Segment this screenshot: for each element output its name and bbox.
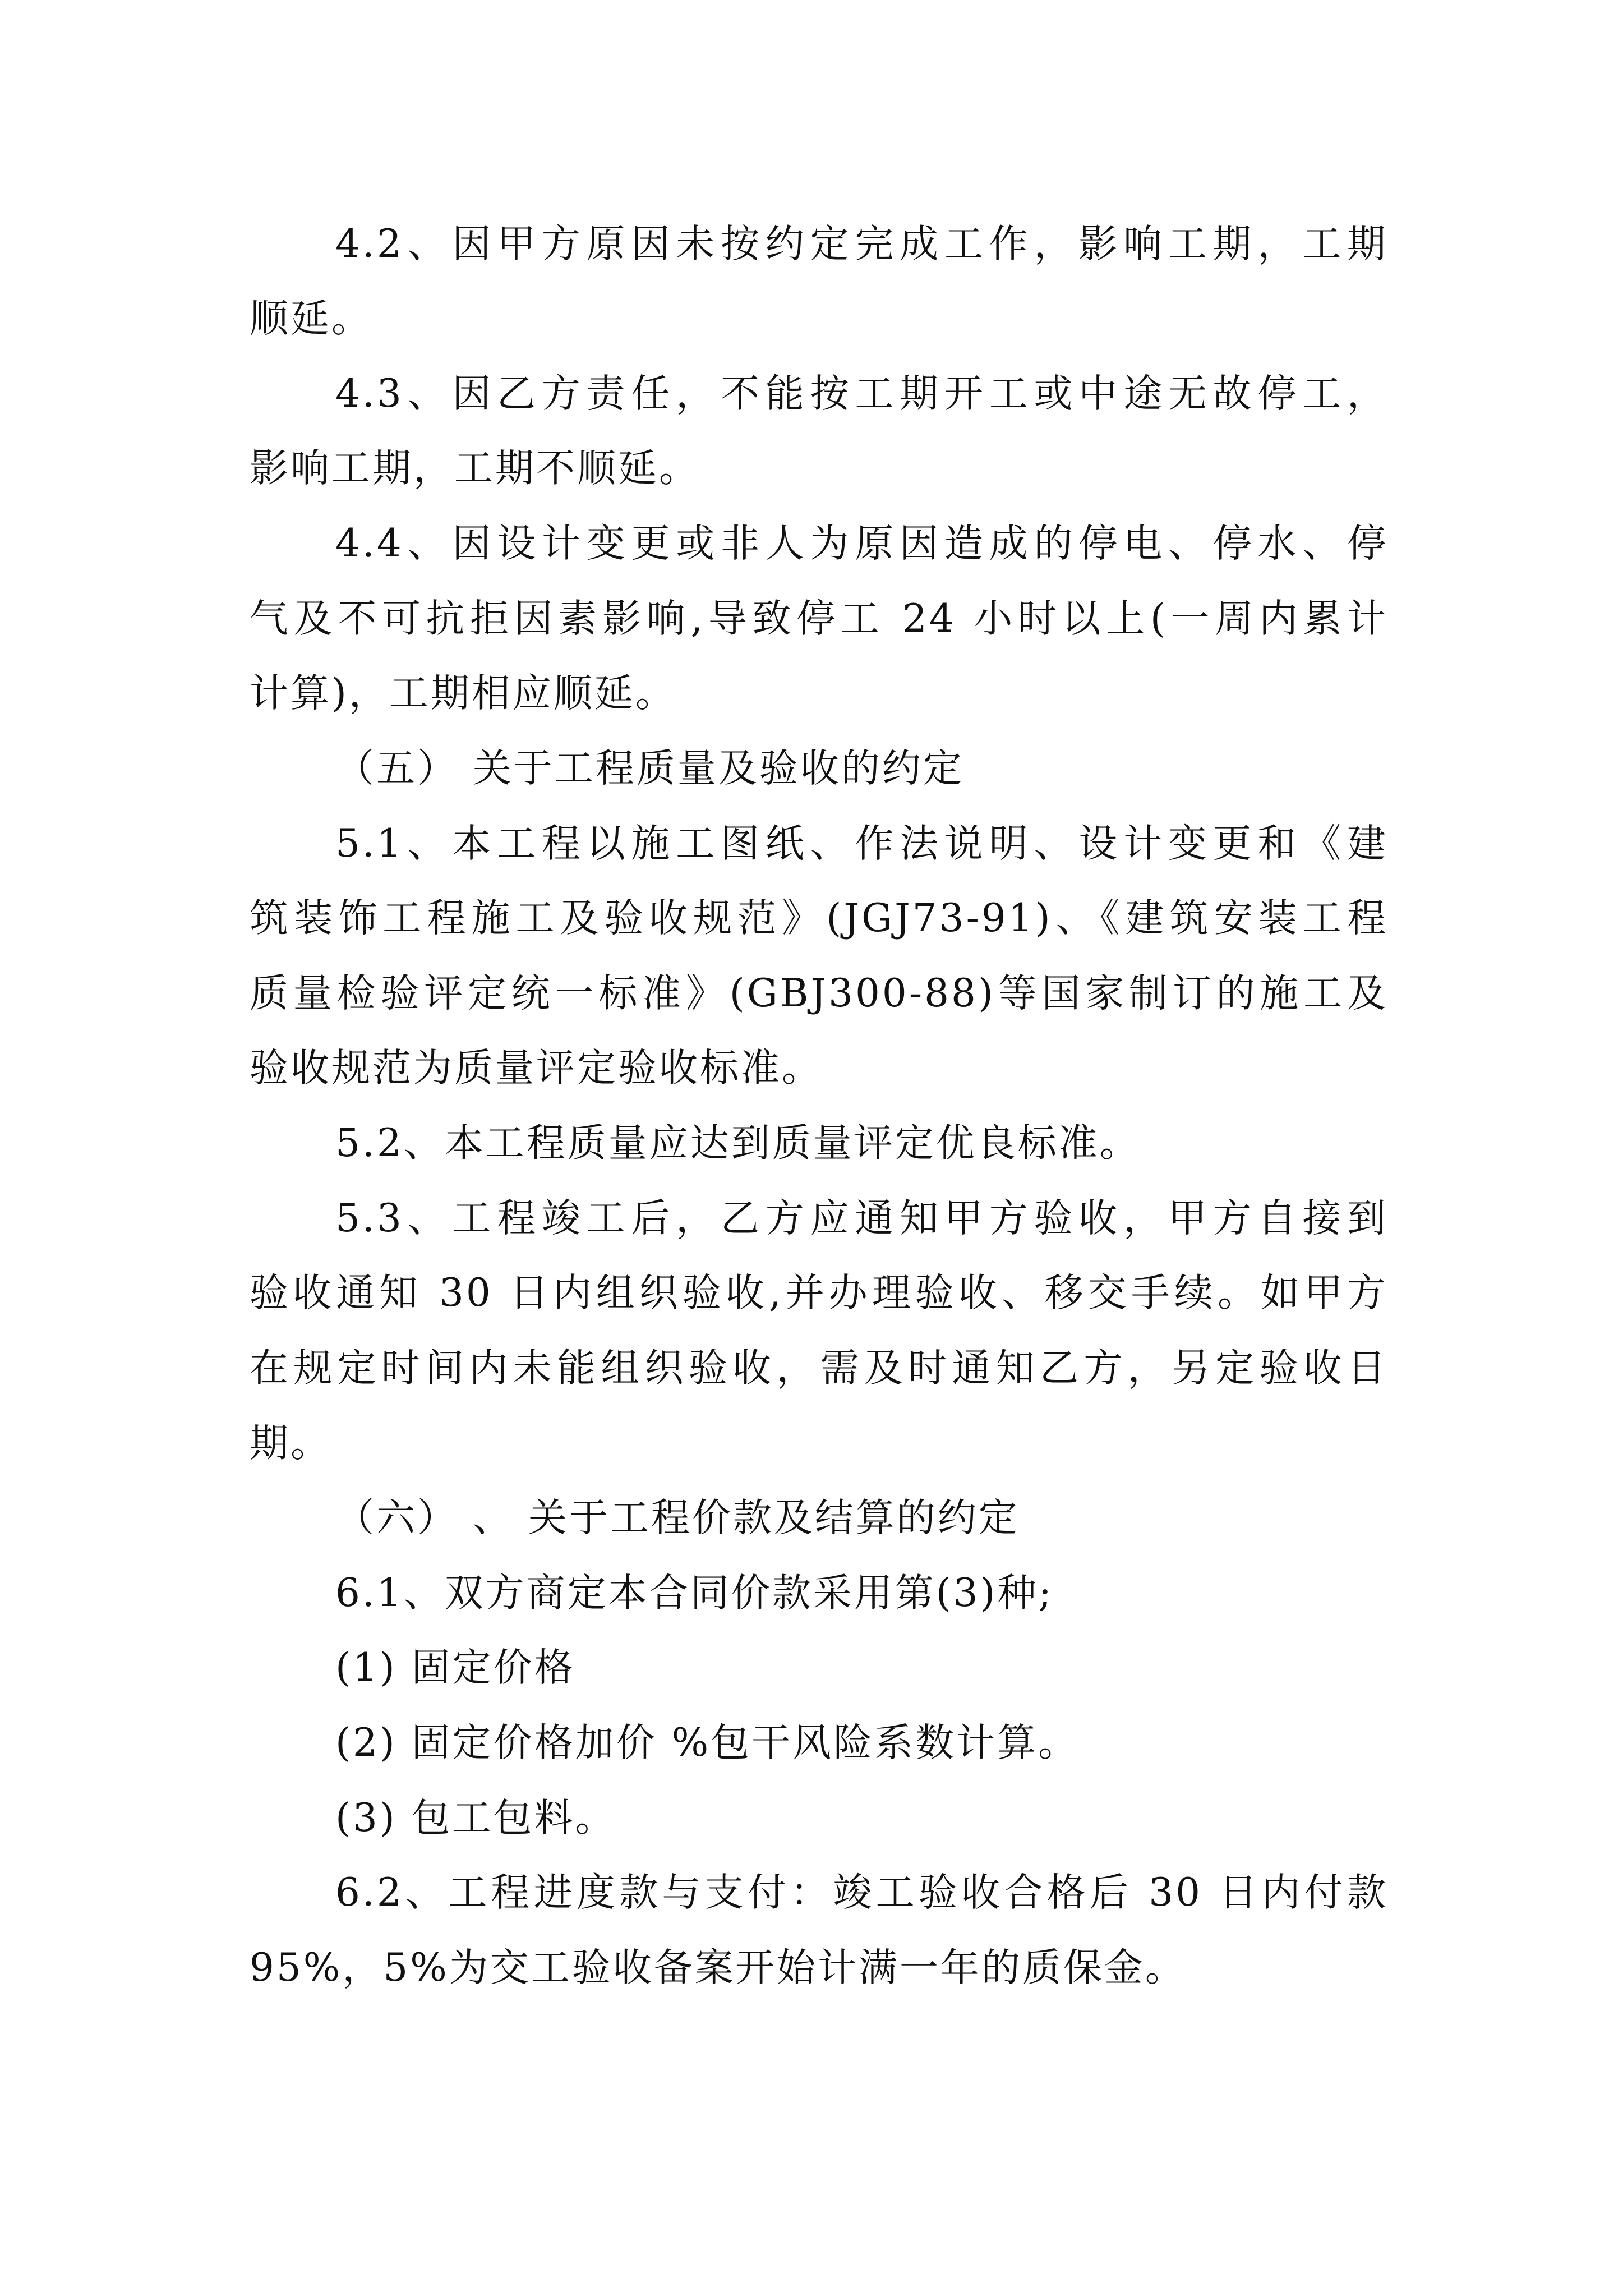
clause-6-2-line-2: 95%，5%为交工验收备案开始计满一年的质保金。 [250, 1945, 1186, 1990]
clause-4-4-line-3: 计算)，工期相应顺延。 [250, 671, 676, 716]
clause-5-2-line-1: 5.2、本工程质量应达到质量评定优良标准。 [335, 1121, 1141, 1166]
clause-6-1-option-1: (1) 固定价格 [335, 1645, 575, 1690]
clause-6-1-option-2: (2) 固定价格加价 %包干风险系数计算。 [335, 1720, 1080, 1765]
clause-6-1-option-3: (3) 包工包料。 [335, 1796, 616, 1841]
clause-4-4-line-2: 气及不可抗拒因素影响,导致停工 24 小时以上(一周内累计 [250, 596, 1388, 641]
clause-6-1-line-1: 6.1、双方商定本合同价款采用第(3)种; [335, 1571, 1054, 1616]
section-6-heading: （六） 、 关于工程价款及结算的约定 [335, 1496, 1020, 1540]
clause-4-2-line-2: 顺延。 [250, 296, 372, 341]
clause-5-3-line-2: 验收通知 30 日内组织验收,并办理验收、移交手续。如甲方 [250, 1271, 1388, 1315]
section-5-heading: （五） 关于工程质量及验收的约定 [335, 746, 964, 791]
clause-5-1-line-4: 验收规范为质量评定验收标准。 [250, 1046, 823, 1091]
clause-5-1-line-1: 5.1、本工程以施工图纸、作法说明、设计变更和《建 [335, 821, 1388, 866]
clause-4-3-line-2: 影响工期，工期不顺延。 [250, 446, 700, 491]
clause-5-1-line-2: 筑装饰工程施工及验收规范》(JGJ73-91)、《建筑安装工程 [250, 896, 1388, 941]
clause-5-3-line-3: 在规定时间内未能组织验收，需及时通知乙方，另定验收日 [250, 1346, 1388, 1391]
clause-5-3-line-4: 期。 [250, 1421, 331, 1466]
clause-4-4-line-1: 4.4、因设计变更或非人为原因造成的停电、停水、停 [335, 521, 1388, 566]
clause-4-3-line-1: 4.3、因乙方责任，不能按工期开工或中途无故停工， [335, 371, 1388, 416]
clause-5-1-line-3: 质量检验评定统一标准》(GBJ300-88)等国家制订的施工及 [250, 971, 1388, 1016]
clause-4-2-line-1: 4.2、因甲方原因未按约定完成工作，影响工期，工期 [335, 222, 1388, 266]
clause-6-2-line-1: 6.2、工程进度款与支付：竣工验收合格后 30 日内付款 [335, 1870, 1388, 1915]
clause-5-3-line-1: 5.3、工程竣工后，乙方应通知甲方验收，甲方自接到 [335, 1196, 1388, 1241]
